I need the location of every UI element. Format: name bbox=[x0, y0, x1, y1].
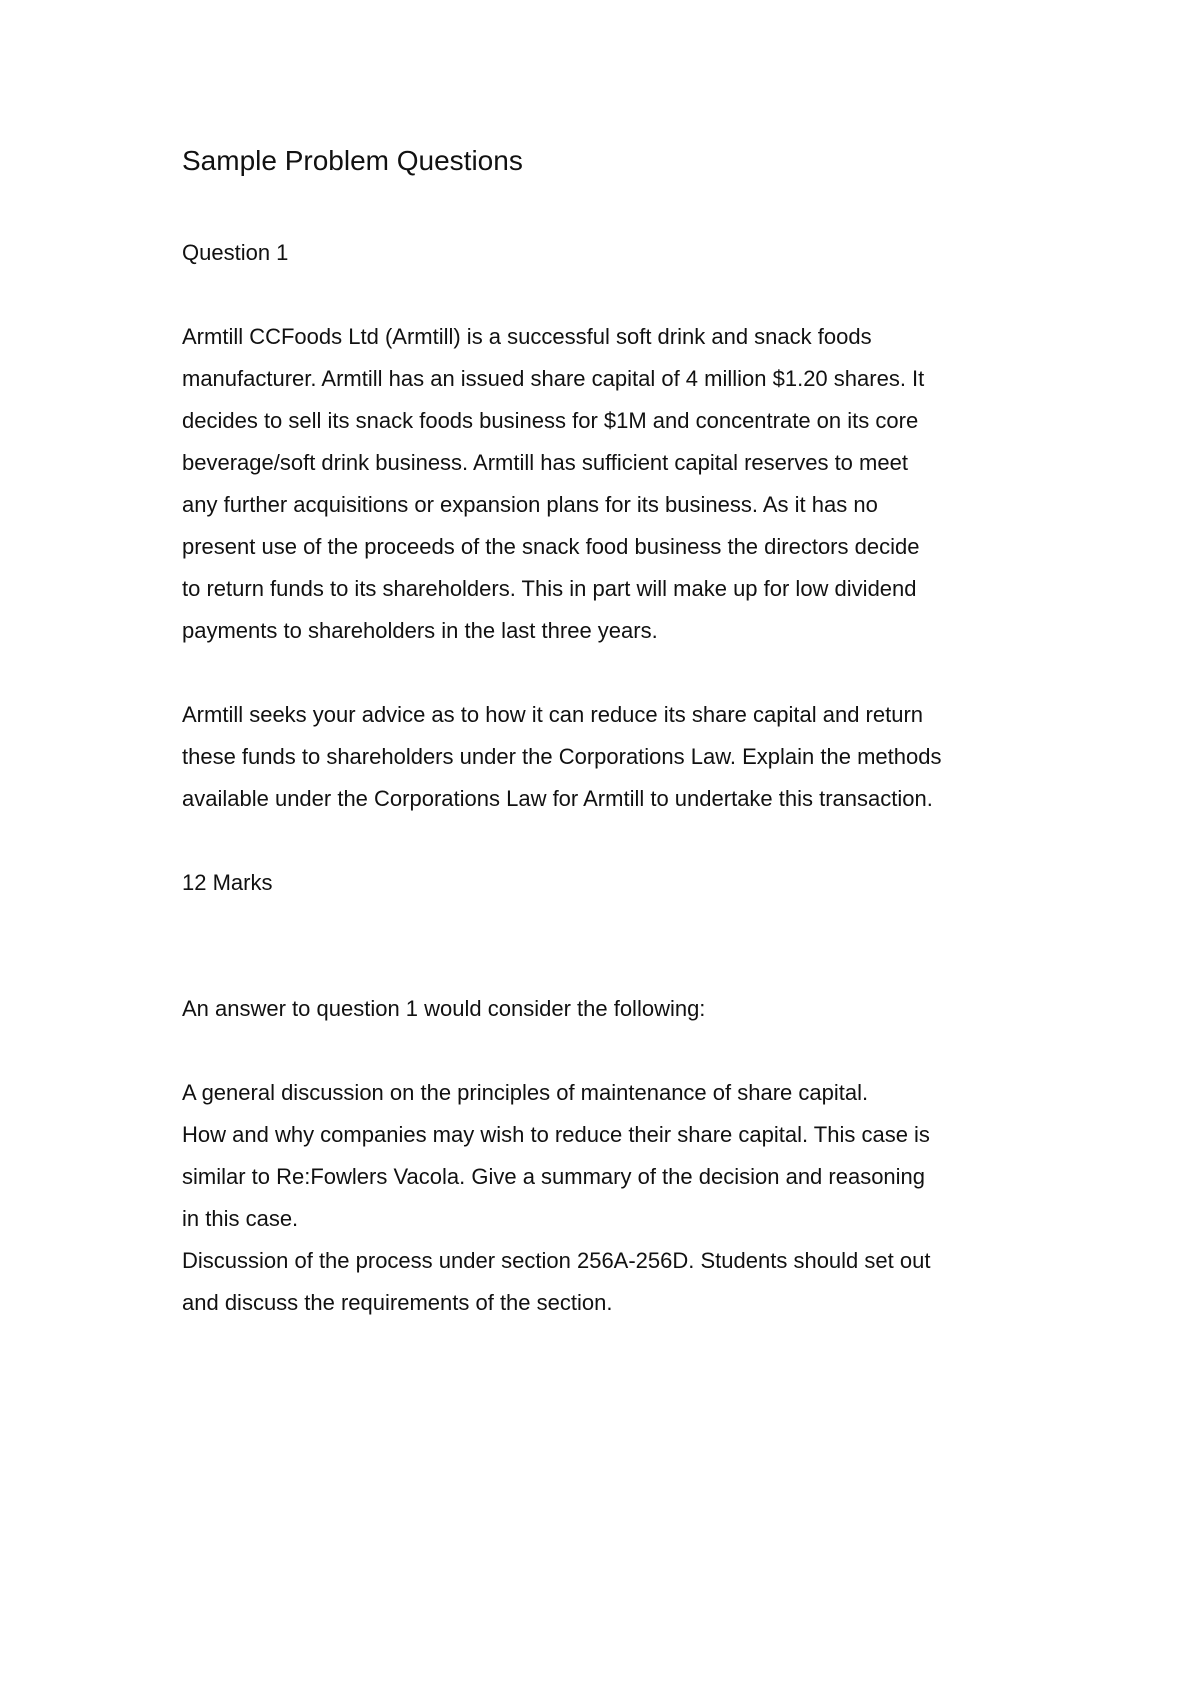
paragraph-line: manufacturer. Armtill has an issued share capital of 4 million $1.20 shares. It bbox=[182, 366, 925, 391]
paragraph-line: any further acquisitions or expansion plans for its business. As it has no bbox=[182, 492, 878, 517]
marks-label: 12 Marks bbox=[182, 870, 273, 895]
document-title: Sample Problem Questions bbox=[182, 145, 523, 176]
answer-intro: An answer to question 1 would consider the following: bbox=[182, 996, 706, 1021]
answer-line: Discussion of the process under section 256A-256D. Students should set out bbox=[182, 1248, 931, 1273]
paragraph-line: Armtill seeks your advice as to how it can reduce its share capital and return bbox=[182, 702, 924, 727]
answer-line: A general discussion on the principles of maintenance of share capital. bbox=[182, 1080, 869, 1105]
paragraph-line: present use of the proceeds of the snack food business the directors decide bbox=[182, 534, 920, 559]
answer-line: and discuss the requirements of the section. bbox=[182, 1290, 613, 1315]
question-paragraph-2 bbox=[182, 694, 1042, 820]
paragraph-line: beverage/soft drink business. Armtill has sufficient capital reserves to meet bbox=[182, 450, 908, 475]
paragraph-line: Armtill CCFoods Ltd (Armtill) is a successful soft drink and snack foods bbox=[182, 324, 872, 349]
answer-line: similar to Re:Fowlers Vacola. Give a summary of the decision and reasoning bbox=[182, 1164, 926, 1189]
document-content bbox=[182, 140, 1042, 1324]
paragraph-line: these funds to shareholders under the Corporations Law. Explain the methods bbox=[182, 744, 942, 769]
paragraph-line: decides to sell its snack foods business for $1M and concentrate on its core bbox=[182, 408, 919, 433]
question-heading: Question 1 bbox=[182, 240, 289, 265]
paragraph-line: payments to shareholders in the last three years. bbox=[182, 618, 658, 643]
paragraph-line: available under the Corporations Law for Armtill to undertake this transaction. bbox=[182, 786, 933, 811]
answer-line: in this case. bbox=[182, 1206, 299, 1231]
question-paragraph-1 bbox=[182, 316, 1042, 652]
answer-line: How and why companies may wish to reduce their share capital. This case is bbox=[182, 1122, 930, 1147]
answer-points bbox=[182, 1072, 1042, 1324]
paragraph-line: to return funds to its shareholders. This in part will make up for low dividend bbox=[182, 576, 917, 601]
